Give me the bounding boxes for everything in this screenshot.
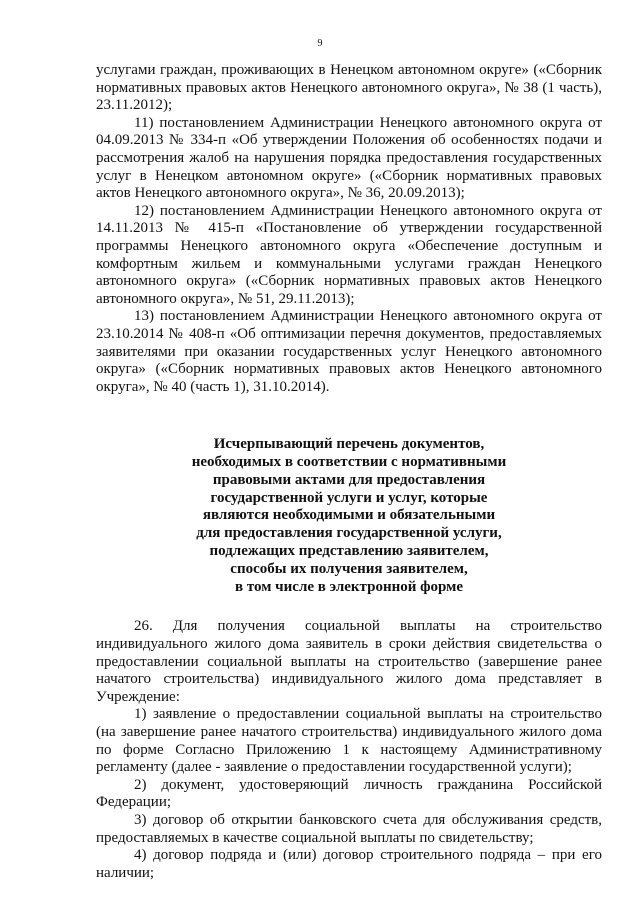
heading-line: необходимых в соответствии с нормативными bbox=[191, 454, 507, 471]
heading-line: способы их получения заявителем, bbox=[230, 560, 468, 577]
heading-line: Исчерпывающий перечень документов, bbox=[213, 436, 485, 453]
list-item-12: 12) постановлением Администрации Ненецкого автономного округа от 14.11.2013 № 415-п «Постановление об утверждении государственной программы Ненецкого автономного округа «Обеспечение доступным и комфортным жильем и коммунальными услугами граждан Ненецкого автономного округа» («Сборник нормативных правовых актов Ненецкого автономного округа», № 51, 29.11.2013); bbox=[96, 202, 602, 307]
section-heading bbox=[96, 436, 602, 596]
clause-item-4: 4) договор подряда и (или) договор строительного подряда – при его наличии; bbox=[96, 847, 602, 881]
clause-item-3: 3) договор об открытии банковского счета для обслуживания средств, предоставляемых в качестве социальной выплаты по свидетельству; bbox=[96, 811, 602, 846]
clause-item-2: 2) документ, удостоверяющий личность гражданина Российской Федерации; bbox=[96, 776, 602, 811]
heading-line: для предоставления государственной услуги, bbox=[196, 525, 502, 542]
list-item-13: 13) постановлением Администрации Ненецкого автономного округа от 23.10.2014 № 408-п «Об оптимизации перечня документов, предоставляемых заявителями при оказании государственных услуг Ненецкого автономного округа» («Сборник нормативных правовых актов Ненецкого автономного округа», № 40 (часть 1), 31.10.2014). bbox=[96, 308, 602, 395]
list-item-11: 11) постановлением Администрации Ненецкого автономного округа от 04.09.2013 № 334-п «Об утверждении Положения об особенностях подачи и рассмотрения жалоб на нарушения порядка предоставления государственных услуг в Ненецком автономном округе» («Сборник нормативных правовых актов Ненецкого автономного округа», № 36, 20.09.2013); bbox=[96, 114, 602, 202]
heading-line: государственной услуги и услуг, которые bbox=[210, 489, 488, 506]
section-body bbox=[96, 618, 602, 882]
heading-line: в том числе в электронной форме bbox=[234, 578, 463, 595]
clause-26: 26. Для получения социальной выплаты на строительство индивидуального жилого дома заявитель в сроки действия свидетельства о предоставлении социальной выплаты на строительство (завершение ранее начатого строительства) индивидуального жилого дома представляет в Учреждение: bbox=[96, 618, 602, 705]
page-number: 9 bbox=[317, 38, 323, 49]
heading-line: подлежащих представлению заявителем, bbox=[209, 543, 489, 560]
heading-line: правовыми актами для предоставления bbox=[212, 471, 486, 488]
paragraph-continuation: услугами граждан, проживающих в Ненецком автономном округе» («Сборник нормативных правовых актов Ненецкого автономного округа», № 38 (1 часть), 23.11.2012); bbox=[96, 62, 602, 114]
clause-item-1: 1) заявление о предоставлении социальной выплаты на строительство (на завершение ранее начатого строительства) индивидуального жилого дома по форме Согласно Приложению 1 к настоящему Административному регламенту (далее - заявление о предоставлении государственной услуги); bbox=[96, 706, 602, 776]
document-body bbox=[96, 62, 602, 882]
heading-line: являются необходимыми и обязательными bbox=[202, 507, 496, 524]
